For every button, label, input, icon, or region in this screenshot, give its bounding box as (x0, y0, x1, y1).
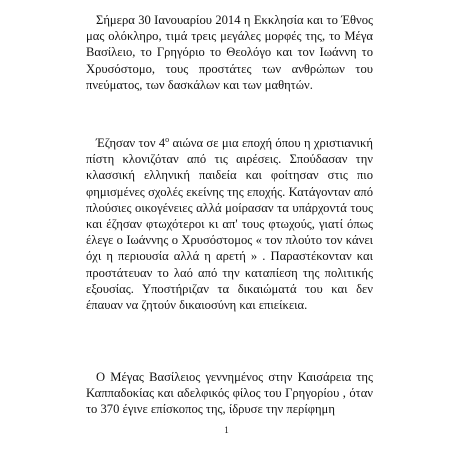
ordinal-superscript: ο (165, 134, 170, 144)
paragraph-fourth-century (86, 135, 373, 313)
paragraph-basil-text: Ο Μέγας Βασίλειος γεννημένος στην Καισάρεια της Καππαδοκίας και αδελφικός φίλος του Γρηγορίου , όταν το 370 έγινε επίσκοπος της, ίδρυσε την περίφημη (86, 370, 373, 417)
page-number: 1 (224, 425, 229, 435)
paragraph-basil (86, 369, 373, 418)
paragraph-fourth-century-text: Έζησαν τον $4^o$ αιώνα σε μια εποχή όπου η χριστιανική πίστη κλονιζόταν από τις αιρέσεις. Σπούδασαν την κλασσική ελληνική παιδεία και φοίτησαν στις πιο φημισμένες σχολές εκείνης της εποχής. Κατάγονταν από πλούσιες οικογένειες αλλά μοίρασαν τα υπάρχοντά τους και έζησαν φτωχότεροι κι απ' τους φτωχούς, γιατί όπως έλεγε ο Ιωάννης ο Χρυσόστομος « τον πλούτο τον κάνει όχι η περιουσία αλλά η αρετή » . Παραστέκονταν και προστάτευαν το λαό από την καταπίεση της πολιτικής εξουσίας. Υποστήριζαν τα δικαιώματά του και δεν έπαυαν να ζητούν δικαιοσύνη και επιείκεια. (86, 134, 373, 313)
paragraph-intro (86, 12, 373, 93)
paragraph-intro-text: Σήμερα 30 Ιανουαρίου 2014 η Εκκλησία και το Έθνος μας ολόκληρο, τιμά τρεις μεγάλες μορφές της, το Μέγα Βασίλειο, το Γρηγόριο το Θεολόγο και τον Ιωάννη το Χρυσόστομο, τους προστάτες των ανθρώπων του πνεύματος, των δασκάλων και των μαθητών. (86, 13, 373, 92)
